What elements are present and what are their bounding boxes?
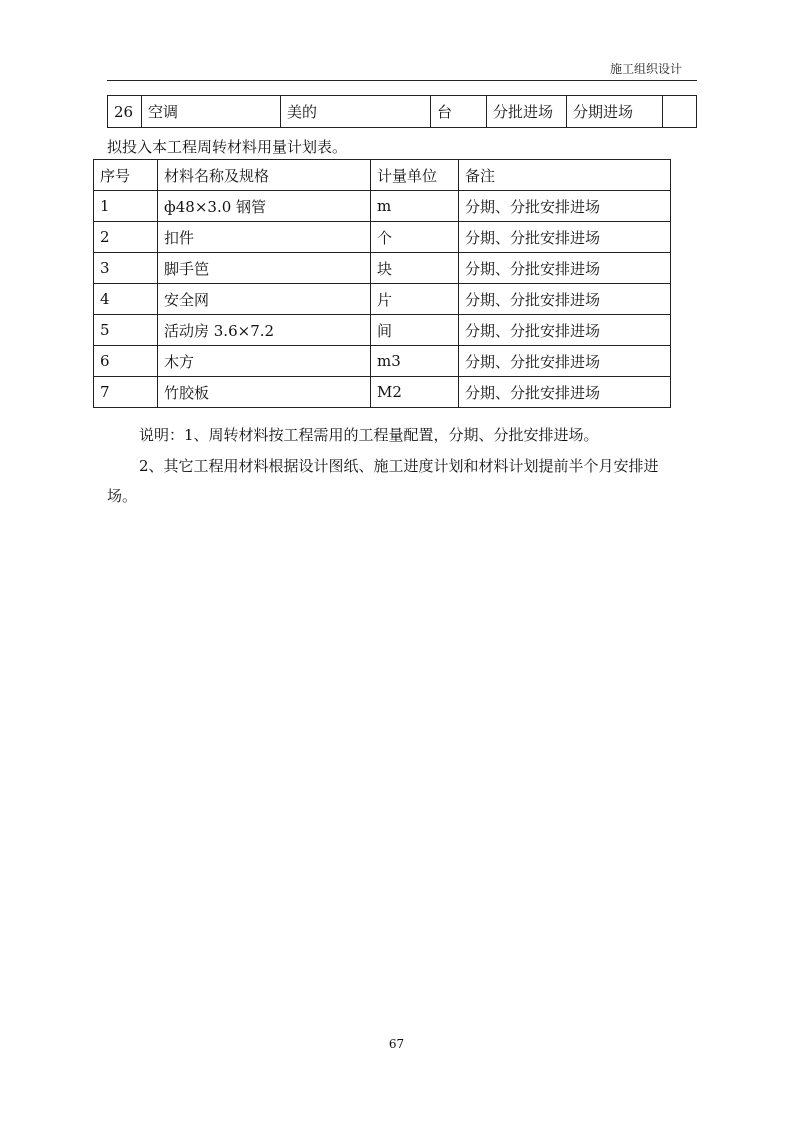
table-caption: 拟投入本工程周转材料用量计划表。 <box>107 138 348 156</box>
table-row <box>108 96 697 128</box>
table-cell: m3 <box>371 346 459 377</box>
table-cell: ф48×3.0 钢管 <box>158 191 371 222</box>
table-cell: 分期、分批安排进场 <box>459 346 671 377</box>
table-cell: 分期、分批安排进场 <box>459 315 671 346</box>
table-header-row <box>94 160 671 191</box>
table-row <box>94 191 671 222</box>
table-row <box>94 253 671 284</box>
table-cell: 块 <box>371 253 459 284</box>
table-cell: 2 <box>94 222 158 253</box>
item-name-cell: 空调 <box>142 96 281 128</box>
table-row <box>94 377 671 408</box>
unit-cell: 台 <box>431 96 487 128</box>
table-row <box>94 346 671 377</box>
brand-cell: 美的 <box>281 96 431 128</box>
blank-cell <box>663 96 697 128</box>
batch-entry-cell: 分批进场 <box>487 96 567 128</box>
table-cell: 间 <box>371 315 459 346</box>
table-cell: 1 <box>94 191 158 222</box>
table-cell: 分期、分批安排进场 <box>459 191 671 222</box>
table-cell: 脚手笆 <box>158 253 371 284</box>
table-cell: 分期、分批安排进场 <box>459 253 671 284</box>
table-cell: 木方 <box>158 346 371 377</box>
table-cell: m <box>371 191 459 222</box>
header-divider <box>107 80 697 81</box>
table-cell: 4 <box>94 284 158 315</box>
phase-entry-cell: 分期进场 <box>567 96 663 128</box>
table-cell: M2 <box>371 377 459 408</box>
table-cell: 分期、分批安排进场 <box>459 222 671 253</box>
table-cell: 片 <box>371 284 459 315</box>
page-number: 67 <box>388 1037 405 1051</box>
note-line-2: 2、其它工程用材料根据设计图纸、施工进度计划和材料计划提前半个月安排进 <box>139 457 659 475</box>
table-row <box>94 284 671 315</box>
table-cell: 分期、分批安排进场 <box>459 377 671 408</box>
header-cell: 材料名称及规格 <box>158 160 371 191</box>
table-row <box>94 222 671 253</box>
header-cell: 序号 <box>94 160 158 191</box>
table-cell: 6 <box>94 346 158 377</box>
note-line-1: 说明：1、周转材料按工程需用的工程量配置，分期、分批安排进场。 <box>139 426 599 444</box>
header-cell: 计量单位 <box>371 160 459 191</box>
table-cell: 5 <box>94 315 158 346</box>
materials-table <box>93 159 671 408</box>
note-line-2-continuation: 场。 <box>107 487 138 505</box>
table-cell: 3 <box>94 253 158 284</box>
page-header-title: 施工组织设计 <box>609 62 682 76</box>
table-cell: 安全网 <box>158 284 371 315</box>
table-cell: 竹胶板 <box>158 377 371 408</box>
table-cell: 扣件 <box>158 222 371 253</box>
table-cell: 7 <box>94 377 158 408</box>
table-row <box>94 315 671 346</box>
table-cell: 个 <box>371 222 459 253</box>
header-cell: 备注 <box>459 160 671 191</box>
row-number-cell: 26 <box>108 96 142 128</box>
table-cell: 活动房 3.6×7.2 <box>158 315 371 346</box>
table-cell: 分期、分批安排进场 <box>459 284 671 315</box>
equipment-table-last-row <box>107 95 697 128</box>
